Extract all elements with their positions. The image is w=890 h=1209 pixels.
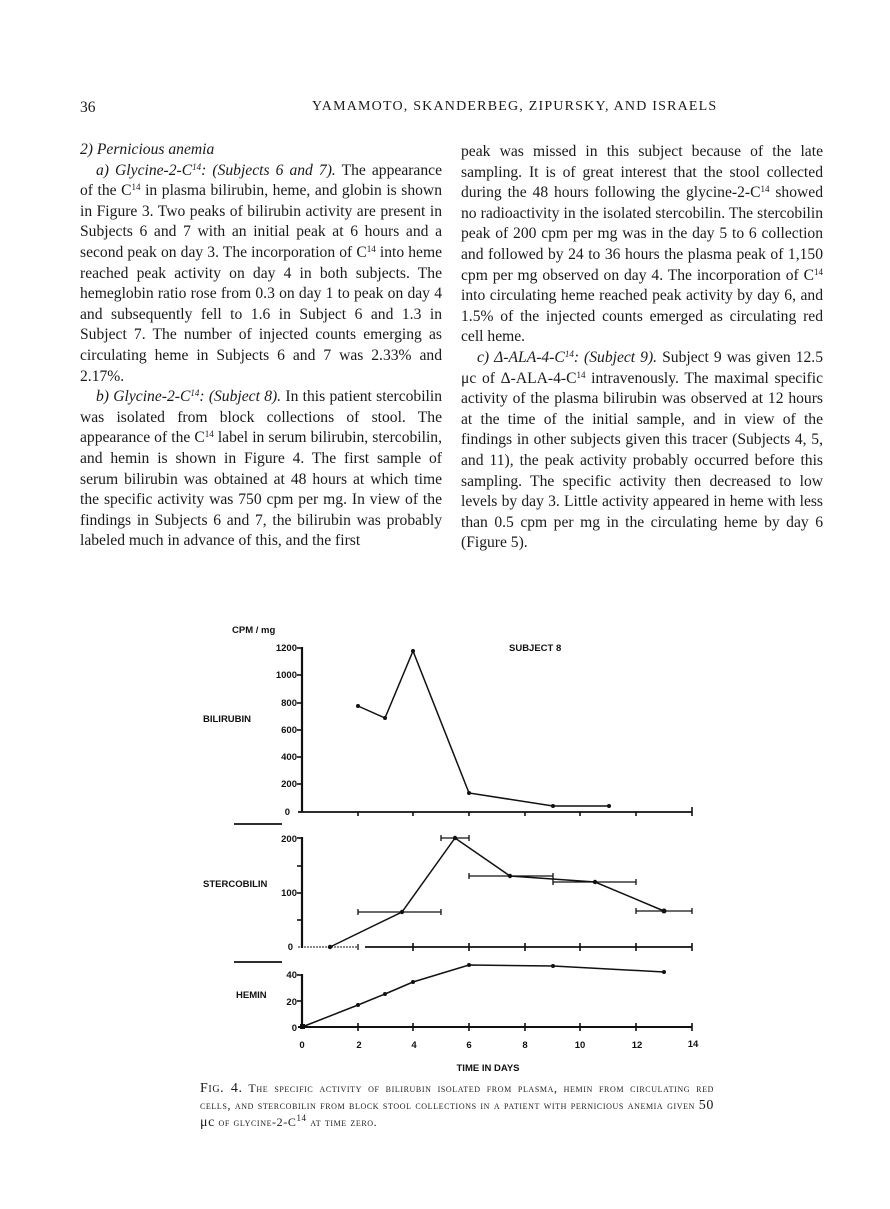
section-title: 2) Pernicious anemia	[80, 141, 215, 158]
bilirubin-panel	[203, 643, 692, 824]
svg-text:1000: 1000	[275, 670, 297, 681]
para-a-label: a) Glycine-$2-C^{14}$: (Subjects 6 and 7).	[96, 161, 336, 179]
svg-text:600: 600	[281, 725, 297, 736]
svg-text:20: 20	[286, 997, 297, 1008]
stercobilin-series	[330, 838, 664, 947]
svg-text:0: 0	[299, 1040, 305, 1051]
paragraph-b: b) Glycine-$2-C^{14}$: (Subject 8). In this patient stercobilin was isolated from block collections of stool. The appearance of the $C^{14}$ label in serum bilirubin, stercobilin, and hemin is shown in Figure 4. The first sample of serum bilirubin was obtained at 48 hours at which time the specific activity was 750 cpm per mg. In view of the findings in Subjects 6 and 7, the bilirubin was probably labeled much in advance of this, and the first	[80, 388, 443, 550]
svg-text:200: 200	[281, 834, 297, 845]
para-c-label: c) $\Delta-ALA-4-C^{14}$: (Subject 9).	[477, 348, 658, 366]
svg-text:12: 12	[631, 1040, 643, 1051]
bilirubin-label: BILIRUBIN	[203, 714, 252, 725]
stercobilin-panel	[203, 834, 692, 962]
y-unit-label: CPM / mg	[232, 625, 276, 636]
page-number: 36	[80, 99, 96, 116]
left-column	[80, 140, 442, 552]
svg-text:10: 10	[574, 1040, 586, 1051]
stercobilin-interval-bars	[358, 835, 692, 950]
right-column	[461, 142, 823, 554]
svg-text:2: 2	[356, 1040, 362, 1051]
svg-text:14: 14	[687, 1039, 699, 1050]
svg-text:40: 40	[286, 970, 297, 981]
stercobilin-label: STERCOBILIN	[203, 879, 268, 890]
svg-text:6: 6	[466, 1040, 472, 1051]
hemin-series	[302, 965, 664, 1027]
svg-text:800: 800	[281, 698, 297, 709]
svg-text:1200: 1200	[275, 643, 297, 654]
caption-lead: Fig. 4.	[200, 1081, 243, 1096]
figure-4	[0, 610, 890, 1080]
paragraph-a: a) Glycine-$2-C^{14}$: (Subjects 6 and 7). The appearance of the $C^{14}$ in plasma bilirubin, heme, and globin is shown in Figure 3. Two peaks of bilirubin activity are present in Subjects 6 and 7 with an initial peak at 6 hours and a second peak on day 3. The incorporation of $C^{14}$ into heme reached peak activity on day 4 in both subjects. The hemeglobin ratio rose from 0.3 on day 1 to peak on day 4 and subsequently fell to 1.6 in Subject 6 and 1.3 in Subject 7. The number of injected counts emerging as circulating heme in Subjects 6 and 7 was 2.33% and 2.17%.	[80, 161, 443, 385]
figure-4-chart	[0, 610, 890, 1080]
paragraph-b-continued: peak was missed in this subject because of the late sampling. It is of great interest that the stool collected during the 48 hours following the glycine-$2-C^{14}$ showed no radioactivity in the isolated stercobilin. The stercobilin peak of 200 cpm per mg was in the day 5 to 6 collection and followed by 24 to 36 hours the plasma peak of 1,150 cpm per mg observed on day 4. The incorporation of $C^{14}$ into circulating heme reached peak activity by day 6, and 1.5% of the injected counts emerged as circulating red cell heme.	[461, 143, 823, 346]
svg-text:0: 0	[284, 807, 290, 818]
svg-text:100: 100	[281, 888, 297, 899]
running-head: YAMAMOTO, SKANDERBEG, ZIPURSKY, AND ISRAELS	[312, 99, 718, 114]
x-axis-label: TIME IN DAYS	[456, 1063, 520, 1074]
page-header	[80, 99, 840, 119]
svg-text:4: 4	[411, 1040, 417, 1051]
para-b-label: b) Glycine-$2-C^{14}$: (Subject 8).	[96, 388, 282, 406]
svg-text:400: 400	[281, 752, 297, 763]
svg-text:0: 0	[287, 942, 293, 953]
subject-label: SUBJECT 8	[509, 643, 562, 654]
bilirubin-series	[358, 651, 609, 806]
hemin-label: HEMIN	[236, 990, 267, 1001]
paragraph-c: c) $\Delta-ALA-4-C^{14}$: (Subject 9). Subject 9 was given 12.5 μc of $\Delta-ALA-4-C^{14}$ intravenously. The maximal specific activity of the plasma bilirubin was observed at 12 hours at the time of the initial sample, and in view of the findings in other subjects given this tracer (Subjects 4, 5, and 11), the peak activity probably occurred before this sampling. The specific activity then decreased to low levels by day 3. Little activity appeared in heme with less than 0.5 cpm per mg in the circulating heme by day 6 (Figure 5).	[461, 348, 824, 552]
figure-caption: Fig. 4. The specific activity of bilirubin isolated from plasma, hemin from circulating red cells, and stercobilin from block stool collections in a patient with pernicious anemia given 50 μc of glycine-$2-C^{14}$ at time zero.	[200, 1081, 714, 1130]
x-axis-ticks	[299, 1039, 699, 1051]
svg-text:200: 200	[281, 779, 297, 790]
svg-text:0: 0	[291, 1023, 297, 1034]
svg-text:8: 8	[522, 1040, 528, 1051]
hemin-panel	[236, 963, 699, 1074]
